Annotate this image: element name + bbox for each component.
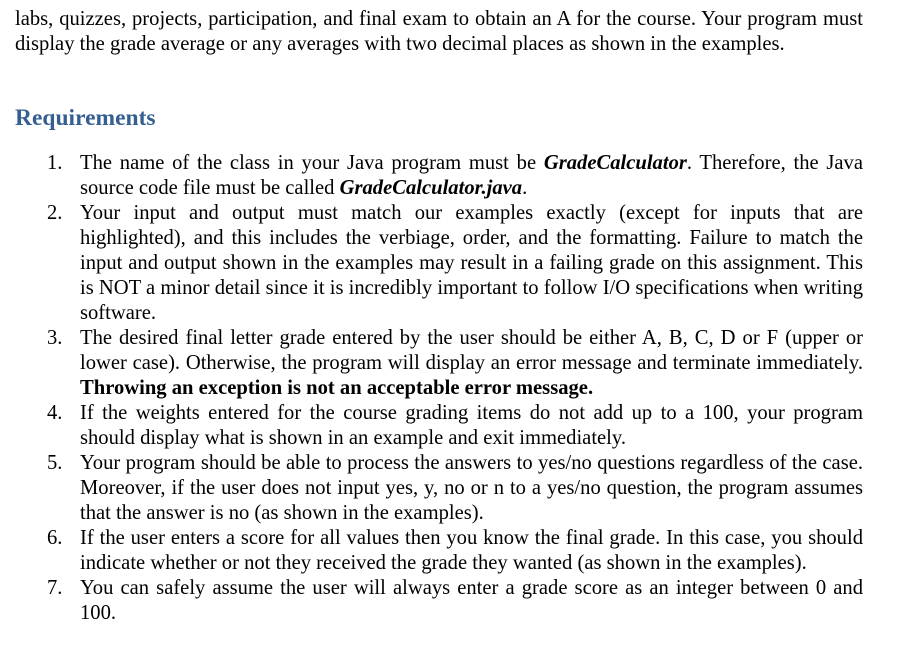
class-name: GradeCalculator	[543, 152, 687, 174]
requirement-number: 7.	[47, 577, 63, 599]
requirement-item-3	[0, 326, 863, 401]
requirement-number: 2.	[47, 202, 63, 224]
requirement-item-7	[0, 576, 863, 626]
requirement-text: The name of the class in your Java program must be	[80, 152, 544, 174]
intro-paragraph: labs, quizzes, projects, participation, and final exam to obtain an A for the course. Your program must display the grade average or any averages with two decimal places as shown in the examples.	[15, 8, 863, 55]
requirement-item-6	[0, 526, 863, 576]
requirement-item-5	[0, 451, 863, 526]
requirement-text: Your program should be able to process the answers to yes/no questions regardless of the case. Moreover, if the user does not input yes, y, no or n to a yes/no question, the program assumes that the answer is no (as shown in the examples).	[80, 452, 863, 524]
requirement-text: If the weights entered for the course grading items do not add up to a 100, your program should display what is shown in an example and exit immediately.	[80, 402, 863, 449]
requirement-bold-text: Throwing an exception is not an acceptable error message.	[80, 377, 594, 399]
requirement-number: 3.	[47, 327, 63, 349]
requirement-item-2	[0, 201, 863, 326]
requirements-list	[0, 151, 907, 626]
file-name: GradeCalculator.java	[339, 177, 523, 199]
requirements-heading: Requirements	[15, 105, 156, 131]
requirement-item-4	[0, 401, 863, 451]
requirement-number: 6.	[47, 527, 63, 549]
requirement-number: 5.	[47, 452, 63, 474]
requirement-text: Your input and output must match our examples exactly (except for inputs that are highlighted), and this includes the verbiage, order, and the formatting. Failure to match the input and output shown in the examples may result in a failing grade on this assignment. This is NOT a minor detail since it is incredibly important to follow I/O specifications when writing software.	[80, 202, 863, 324]
requirement-item-1	[0, 151, 863, 201]
requirement-text: . Therefore, the Java source code file must be called	[80, 152, 863, 199]
requirement-text: You can safely assume the user will always enter a grade score as an integer between 0 and 100.	[80, 577, 863, 624]
requirement-text: The desired final letter grade entered by the user should be either A, B, C, D or F (upper or lower case). Otherwise, the program will display an error message and terminate immediately.	[80, 327, 863, 374]
requirement-text: .	[522, 177, 528, 199]
requirement-number: 4.	[47, 402, 63, 424]
requirement-text: If the user enters a score for all values then you know the final grade. In this case, you should indicate whether or not they received the grade they wanted (as shown in the examples).	[80, 527, 863, 574]
requirement-number: 1.	[47, 152, 63, 174]
